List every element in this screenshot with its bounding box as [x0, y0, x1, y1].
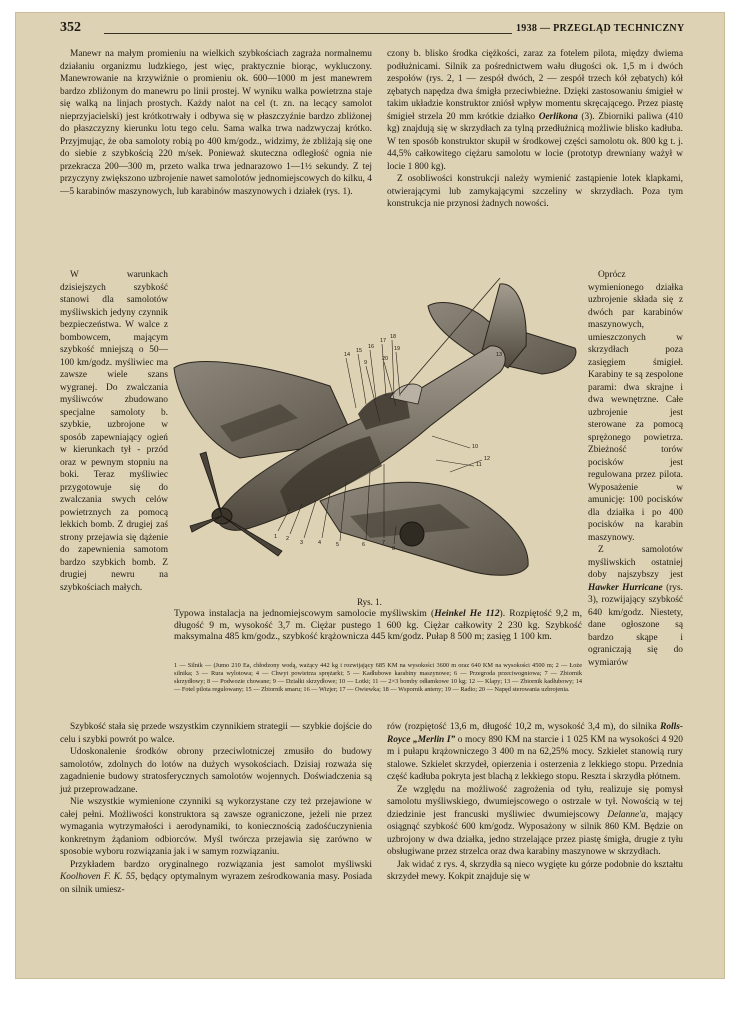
- col1-bottom-text: [60, 721, 372, 896]
- callout-number: 17: [380, 338, 387, 344]
- callout-number: 15: [356, 348, 363, 354]
- paragraph: Z samolotów myśliwskich ostatniej doby najszybszy jest Hawker Hurricane (rys. 3), rozwijający szybkość 640 km/godz. Niestety, dane ogłoszone są bardzo skąpe i ograniczają się do wymiarów: [588, 545, 683, 668]
- callout-number: 18: [390, 334, 397, 340]
- callout-number: 2: [286, 536, 290, 542]
- callout-number: 5: [336, 542, 340, 548]
- callout-number: 7: [382, 540, 386, 546]
- callout-number: 14: [344, 352, 351, 358]
- callout-number: 9: [364, 360, 368, 366]
- journal-header: 1938 — PRZEGLĄD TECHNICZNY: [516, 23, 685, 34]
- header-rule: [104, 33, 512, 34]
- callout-number: 6: [362, 542, 366, 548]
- paragraph: Szybkość stała się przede wszystkim czynnikiem strategii — szybkie dojście do celu i szybki powrót po walce.: [60, 722, 372, 745]
- callout-number: 20: [382, 356, 389, 362]
- propeller-blade: [190, 516, 222, 532]
- aircraft-cutaway-figure: [170, 276, 585, 596]
- col2-bottom-text: [387, 721, 683, 884]
- paragraph: Ze względu na możliwość zagrożenia od tyłu, realizuje się pomysł samolotu myśliwskiego, dwumiejscowego o ostrzale w tył. Nowością w tej dziedzinie jest francuski myśliwiec dwumiejscowy Delanne'a, mający osiągnąć szybkość 600 km/godz. Wyposażony w silnik 860 KM. Będzie on uzbrojony w dwa działka, jedno strzelające przez piastę śmigła, drugie z tyłu obsługiwane przez strzelca oraz dwa karabiny maszynowe w skrzydłach.: [387, 784, 683, 857]
- figure-caption: Typowa instalacja na jednomiejscowym samolocie myśliwskim (Heinkel He 112). Rozpiętość 9,2 m, długość 9 m, wysokość 3,7 m. Ciężar pustego 1 600 kg. Ciężar całkowity 2 230 kg. Szybkość maksymalna 485 km/godz., szybkość krążownicza 445 km/godz. Pułap 8 500 m; zasięg 1 100 km.: [174, 608, 582, 642]
- paragraph: Jak widać z rys. 4, skrzydła są nieco wygięte ku górze podobnie do kształtu skrzydeł mewy. Kokpit znajduje się w: [387, 859, 683, 882]
- paragraph: W warunkach dzisiejszych szybkość stanowi dla samolotów myśliwskich jedyny czynnik bezpieczeństwa. W walce z bombowcem, mającym szybkość mniejszą o 50—100 km/godz. myśliwiec ma zawsze wiele szans wygranej. Do zwalczania myśliwców zbudowano specjalne samoloty b. szybkie, uzbrojone w sposób zapewniający ogień w kierunkach tył - przód oraz w pewnym stopniu na boki. Teraz myśliwiec przygotowuje się do zwalczania swych celów powietrznych za pomocą lekkich bomb. Z drugiej zaś strony przejawia się dążenie do zapewnienia samotom bardzo szybkich bomb. Z drugiej newru na szybkościach małych.: [60, 270, 168, 593]
- callout-number: 8: [392, 546, 396, 552]
- paragraph: rów (rozpiętość 13,6 m, długość 10,2 m, wysokość 3,4 m), do silnika Rolls-Royce „Merlin I” o mocy 890 KM na starcie i 1 025 KM na wysokości 4 920 m i pułapu krążowniczego 3 400 m na 62,25% mocy. Szkielet stanowią rury stalowe. Szkielet skrzydeł, opierzenia i osterzenia z lekkiego stopu. Przednia część kadłuba pokryta jest blachą z lekkiego stopu. Reszta i skrzydła płótnem.: [387, 722, 683, 782]
- callout-number: 10: [472, 444, 479, 450]
- figure-title: Rys. 1.: [357, 597, 382, 607]
- callout-number: 11: [476, 462, 482, 468]
- callout-number: 16: [368, 344, 375, 350]
- paragraph: Z osobliwości konstrukcji należy wymienić zastąpienie lotek klapkami, otwierającymi lub zamykającymi szczeliny w skrzydłach. Poza tym konstrukcja nie przynosi żadnych nowości.: [387, 174, 683, 209]
- col2-narrow-text: [588, 269, 683, 669]
- paragraph: Manewr na małym promieniu na wielkich szybkościach zagraża normalnemu działaniu organizmu ludzkiego, jest więc, praktycznie biorąc, wykluczony. Manewrowanie na krzywiźnie o promieniu ok. 600—1000 m jest manewrem bardzo zbliżonym do manewru po linii prostej. W wyniku walka powietrzna staje się walką na linjach prostych. Każdy nalot na cel (t. zn. na lecący samolot nieprzyjacielski) jest krótkotrwały i odbywa się w płaszczyźnie bardzo zbliżonej do płaszczyzny kierunku lotu tego celu. Sama walka trwa nadzwyczaj krótko. Przyjmując, że oba samoloty robią po 400 km/godz., widzimy, że zbliżają się one do siebie z szybkością 220 m/sek. Ponieważ skuteczna odległość ognia nie przekracza 200—300 m, przeto walka trwa jednarazowo 1—1½ sekundy. Z tej przyczyny zwiększono uzbrojenie nawet samolotów jednomiejscowych do kilku, 4—5 karabinów maszynowych, lub karabinów maszynowych i działek (rys. 1).: [60, 49, 372, 197]
- paragraph: czony b. blisko środka ciężkości, zaraz za fotelem pilota, między dwiema podłużnicami. Silnik za pośrednictwem wału długości ok. 1,5 m i dwóch zespołów (rys. 2, 1 — zespół dwóch, 2 — zespół trzech kół zębatych) kół zębatych napędza dwa śmigła przeciwbieżne. Dzięki zastosowaniu śmigieł w takim układzie konstruktor zniósł wpływ momentu skręcającego. Przez piastę śmigieł strzela 20 mm krótkie działko Oerlikona (3). Zbiorniki paliwa (410 kg) znajdują się w skrzydłach za tylną przedłużnicą możliwie blisko kadłuba. W ten sposób konstruktor skupił w środkowej części samolotu ok. 800 kg t. j. 44,5% całkowitego ciężaru samolotu w locie (prototyp drewniany ważył w locie 1 800 kg).: [387, 49, 683, 172]
- paragraph: Przykładem bardzo oryginalnego rozwiązania jest samolot myśliwski Koolhoven F. K. 55, będący optymalnym wyrazem ześrodkowania masy. Posiada on silnik umiesz-: [60, 859, 372, 895]
- callout-number: 13: [496, 352, 503, 358]
- paragraph: Oprócz wymienionego działka uzbrojenie składa się z dwóch par karabinów maszynowych, umieszczonych w skrzydłach poza zasięgiem śmigieł. Karabiny te są zespolone parami: dwa skrajne i dwa wewnętrzne. Całe uzbrojenie jest sterowane za pomocą sprężonego powietrza. Zbieżność torów pocisków jest regulowana przez pilota. Wyposażenie w amunicję: 100 pocisków dla działka i po 400 pocisków na karabin maszynowy.: [588, 270, 683, 543]
- paragraph: Nie wszystkie wymienione czynniki są wykorzystane czy też przejawione w całej pełni. Możliwości konstruktora są zawsze ograniczone, jeżeli nie przez wymagania wytrzymałości i aerodynamiki, to koniecznością zadośćuczynienia konkretnym żądaniom odbiorców. Myśl twórcza przejawia się zarówno w sposobie wyboru rozwiązania jak i w samym rozwiązaniu.: [60, 797, 372, 857]
- propeller-blade: [200, 452, 222, 516]
- page-number: 352: [60, 20, 81, 35]
- callout-number: 4: [318, 540, 322, 546]
- col1-narrow-text: [60, 269, 168, 594]
- callout-number: 12: [484, 456, 491, 462]
- figure-legend: 1 — Silnik — (Jumo 210 Ea, chłodzony wodą, ważący 442 kg i rozwijający 685 KM na wysokości 3600 m oraz 640 KM na wysokości 4500 m; 2 — Łoże silnika; 3 — Rura wylotowa; 4 — Chwyt powietrza sprężarki; 5 — Kadłubowe karabiny maszynowe; 6 — Przegroda przeciwogniowa; 7 — Zbiornik skrzydłowy; 8 — Podwozie chowane; 9 — Działki skrzydłowe; 10 — Lotki; 11 — 2×3 bomby odłamkowe 10 kg; 12 — Klapy; 13 — Zbiornik kadłubowy; 14 — Fotel pilota regulowany; 15 — Zbiornik smaru; 16 — Wizjer; 17 — Owiewka; 18 — Wspornik anteny; 19 — Radio; 20 — Napęd sterowania uzbrojenia.: [174, 662, 582, 693]
- paragraph: Udoskonalenie środków obrony przeciwlotniczej zmusiło do budowy samolotów, zdolnych do lotów na dużych wysokościach. Dzisiaj rozważa się zagadnienie budowy stratosferycznych samolotów wojennych. Doświadczenia są już przeprowadzane.: [60, 747, 372, 795]
- callout-number: 19: [394, 346, 401, 352]
- landing-wheel: [400, 522, 424, 546]
- col1-top-text: [60, 48, 372, 198]
- callout-number: 3: [300, 540, 304, 546]
- col2-top-text: [387, 48, 683, 211]
- callout-number: 1: [274, 534, 278, 540]
